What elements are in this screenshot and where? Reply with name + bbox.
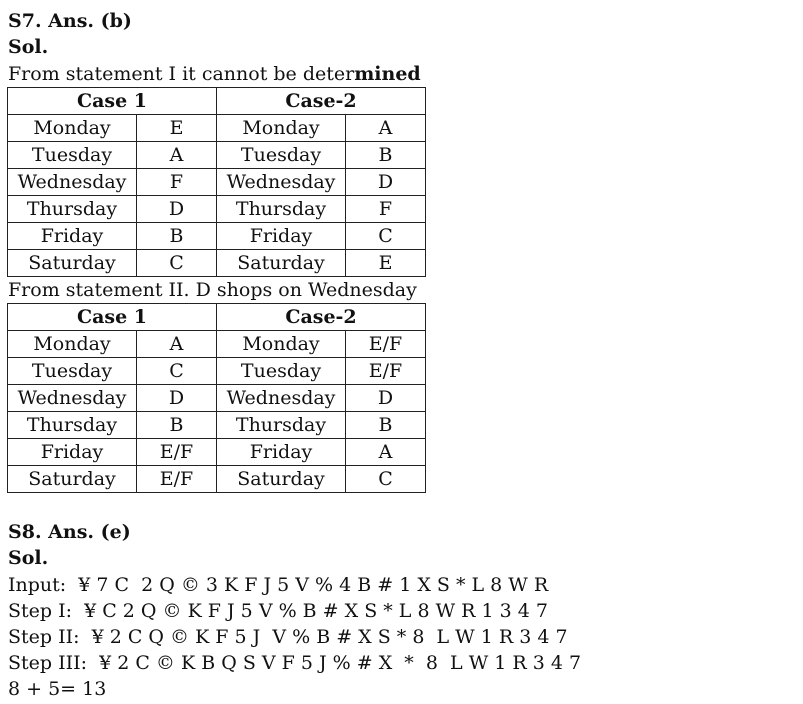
case1-day: Tuesday (8, 142, 137, 169)
case2-person: B (346, 412, 426, 439)
case2-header: Case-2 (217, 304, 426, 331)
case1-day: Monday (8, 115, 137, 142)
case2-person: A (346, 439, 426, 466)
table-row (8, 466, 426, 493)
case1-person: C (137, 358, 217, 385)
case2-day: Friday (217, 223, 346, 250)
case2-person: F (346, 196, 426, 223)
case1-person: C (137, 250, 217, 277)
case2-person: B (346, 142, 426, 169)
case1-person: D (137, 385, 217, 412)
case2-person: C (346, 223, 426, 250)
case2-day: Monday (217, 115, 346, 142)
case1-person: B (137, 223, 217, 250)
case1-day: Monday (8, 331, 137, 358)
case2-day: Thursday (217, 412, 346, 439)
table-row (8, 250, 426, 277)
table-row (8, 358, 426, 385)
s8-sol-label: Sol. (8, 547, 49, 569)
case2-person: C (346, 466, 426, 493)
case2-day: Tuesday (217, 142, 346, 169)
table-row (8, 385, 426, 412)
s8-step2-line: Step II: ¥ 2 C Q © K F 5 J V % B # X S * 8 L W 1 R 3 4 7 (8, 626, 568, 648)
case1-day: Friday (8, 223, 137, 250)
case2-day: Saturday (217, 466, 346, 493)
case1-person: A (137, 331, 217, 358)
s8-input-line: Input: ¥ 7 C 2 Q © 3 K F J 5 V % 4 B # 1 X S * L 8 W R (8, 574, 549, 596)
table-header-row (8, 304, 426, 331)
case1-header: Case 1 (8, 88, 217, 115)
case1-day: Thursday (8, 196, 137, 223)
s8-step1-line: Step I: ¥ C 2 Q © K F J 5 V % B # X S * L 8 W R 1 3 4 7 (8, 600, 548, 622)
case2-day: Friday (217, 439, 346, 466)
table-row (8, 196, 426, 223)
case1-day: Saturday (8, 466, 137, 493)
case2-day: Thursday (217, 196, 346, 223)
case2-day: Monday (217, 331, 346, 358)
case1-person: E/F (137, 466, 217, 493)
case1-day: Tuesday (8, 358, 137, 385)
table-header-row (8, 88, 426, 115)
s7-heading: S7. Ans. (b) (8, 10, 132, 32)
case2-person: A (346, 115, 426, 142)
case1-person: D (137, 196, 217, 223)
case2-day: Tuesday (217, 358, 346, 385)
table-row (8, 115, 426, 142)
case1-day: Wednesday (8, 169, 137, 196)
case1-person: B (137, 412, 217, 439)
case1-day: Saturday (8, 250, 137, 277)
case1-person: F (137, 169, 217, 196)
case2-person: E/F (346, 358, 426, 385)
statement1-intro-regular: From statement I it cannot be deter (8, 63, 355, 85)
case2-person: D (346, 385, 426, 412)
case1-person: A (137, 142, 217, 169)
case1-person: E (137, 115, 217, 142)
table-row (8, 331, 426, 358)
case2-person: E/F (346, 331, 426, 358)
s7-sol-label: Sol. (8, 36, 49, 58)
statement2-cases-table (7, 303, 426, 493)
case1-day: Thursday (8, 412, 137, 439)
statement1-intro-bold: mined (354, 63, 421, 85)
s7-statement2-intro: From statement II. D shops on Wednesday (8, 279, 417, 301)
case1-day: Wednesday (8, 385, 137, 412)
case2-day: Wednesday (217, 169, 346, 196)
case1-header: Case 1 (8, 304, 217, 331)
case1-person: E/F (137, 439, 217, 466)
table-row (8, 412, 426, 439)
s8-step3-line: Step III: ¥ 2 C © K B Q S V F 5 J % # X * 8 L W 1 R 3 4 7 (8, 652, 582, 674)
table-row (8, 223, 426, 250)
s8-result-line: 8 + 5= 13 (8, 678, 107, 700)
table-row (8, 169, 426, 196)
case2-person: D (346, 169, 426, 196)
s7-statement1-intro (8, 61, 421, 87)
statement1-cases-table (7, 87, 426, 277)
case2-day: Saturday (217, 250, 346, 277)
s8-heading: S8. Ans. (e) (8, 521, 131, 543)
table-row (8, 439, 426, 466)
case2-header: Case-2 (217, 88, 426, 115)
table-row (8, 142, 426, 169)
case2-person: E (346, 250, 426, 277)
case2-day: Wednesday (217, 385, 346, 412)
case1-day: Friday (8, 439, 137, 466)
